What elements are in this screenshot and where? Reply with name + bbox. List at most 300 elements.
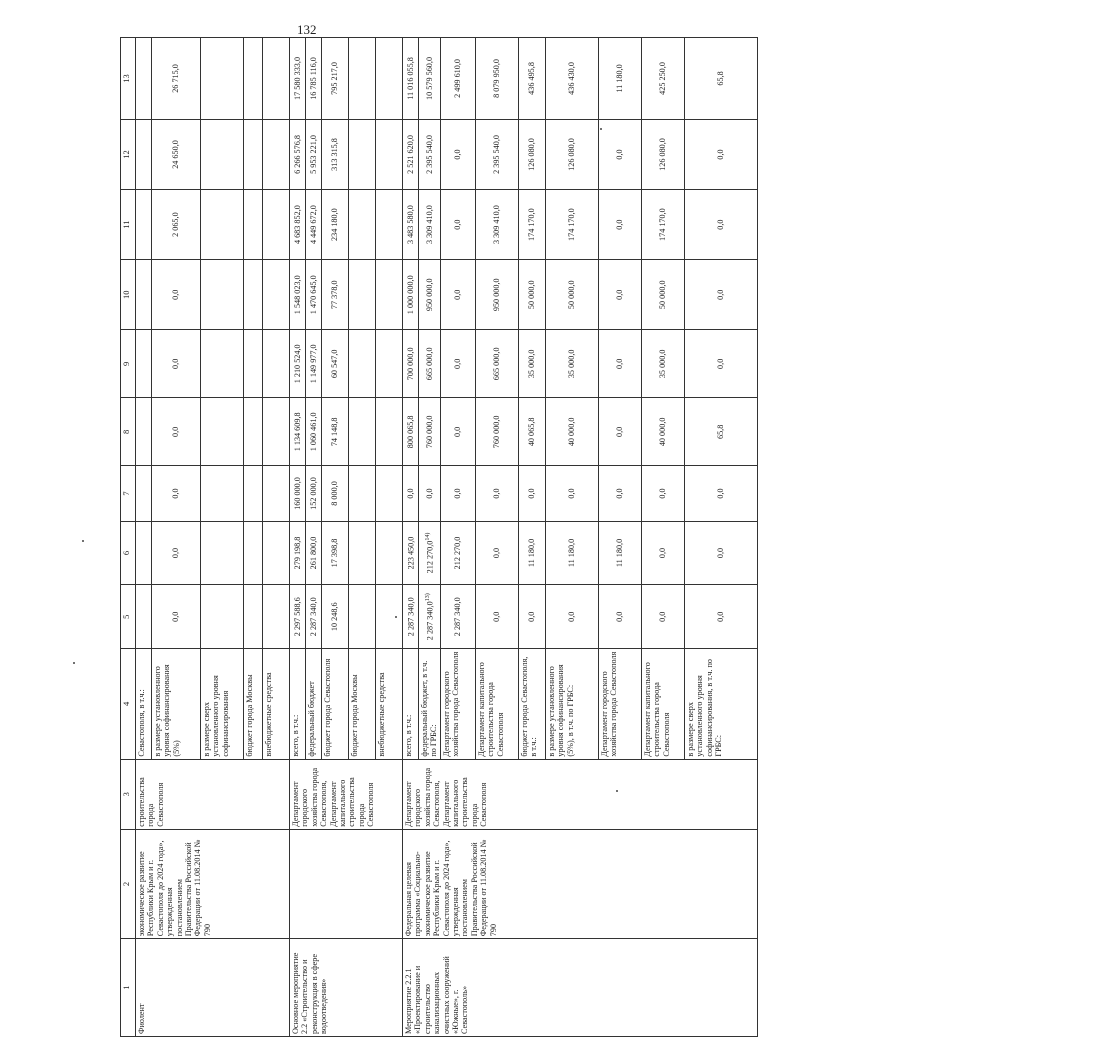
- value-cell: [641, 330, 684, 398]
- value-cell: [419, 260, 441, 330]
- value-text: 50 000,0: [527, 280, 537, 310]
- funding-source-cell: федеральный бюджет: [306, 649, 322, 760]
- funding-source-cell: всего, в т.ч.:: [290, 649, 306, 760]
- value-text: 0,0: [492, 488, 502, 499]
- value-text: 8 000,0: [330, 481, 340, 506]
- value-cell: [306, 466, 322, 521]
- header-cell: 4: [121, 649, 136, 760]
- value-text: 0,0: [615, 289, 625, 300]
- value-cell: [322, 521, 349, 585]
- value-cell: [136, 585, 152, 649]
- block2-col2-cell: Федеральная целевая программа «Социально-экономическое развитие Республики Крым и г. Севастополя до 2024 года», утвержденная постановлением Правительства Российской Федерации от 11.08.2014 № 790: [403, 829, 758, 938]
- value-text: 234 180,0: [330, 208, 340, 241]
- value-cell: [475, 119, 518, 189]
- value-cell: [403, 190, 419, 260]
- value-cell: [136, 466, 152, 521]
- value-cell: [403, 398, 419, 466]
- value-text: 174 170,0: [567, 208, 577, 241]
- value-cell: [290, 330, 306, 398]
- value-cell: [376, 119, 403, 189]
- value-cell: [244, 398, 263, 466]
- value-cell: [152, 521, 201, 585]
- header-cell: 6: [121, 521, 136, 585]
- value-cell: [403, 466, 419, 521]
- value-cell: [152, 466, 201, 521]
- value-text: 126 080,0: [567, 138, 577, 171]
- header-cell: 2: [121, 829, 136, 938]
- value-cell: [518, 119, 545, 189]
- value-text: 0,0: [453, 149, 463, 160]
- value-text: 0,0: [453, 488, 463, 499]
- value-cell: [263, 585, 290, 649]
- value-text: 0,0: [527, 611, 537, 622]
- value-text: 950 000,0: [424, 278, 434, 312]
- value-cell: [475, 521, 518, 585]
- value-cell: [244, 585, 263, 649]
- value-cell: [290, 521, 306, 585]
- value-cell: [475, 466, 518, 521]
- value-text: 24 650,0: [171, 140, 181, 169]
- value-cell: [322, 38, 349, 120]
- funding-source-cell: федеральный бюджет, в т.ч. по ГРБС:: [419, 649, 441, 760]
- value-text: 279 198,8: [292, 536, 302, 570]
- value-cell: [403, 260, 419, 330]
- value-text: 40 000,0: [658, 417, 668, 447]
- value-cell: [518, 398, 545, 466]
- value-cell: [322, 190, 349, 260]
- value-text: 2 287 340,0: [425, 601, 435, 641]
- value-text: 0,0: [492, 547, 502, 559]
- value-cell: [475, 38, 518, 120]
- block0-col3-cell: строительства города Севастополя: [136, 759, 290, 829]
- value-text: 665 000,0: [492, 347, 502, 381]
- value-text: 0,0: [453, 219, 463, 230]
- value-text: 0,0: [171, 289, 181, 300]
- value-cell: [290, 466, 306, 521]
- value-text: 700 000,0: [405, 347, 415, 381]
- value-text: 3 309 410,0: [424, 205, 434, 245]
- value-cell: [152, 38, 201, 120]
- value-text: 2 499 610,0: [453, 59, 463, 98]
- value-cell: [376, 330, 403, 398]
- value-cell: [201, 466, 244, 521]
- value-cell: [152, 398, 201, 466]
- value-cell: [263, 38, 290, 120]
- value-text: 800 065,8: [405, 415, 415, 449]
- value-text: 10 579 560,0: [424, 56, 434, 100]
- header-cell: 13: [121, 38, 136, 120]
- value-cell: [201, 119, 244, 189]
- value-text: 17 398,8: [330, 538, 340, 568]
- value-cell: [152, 330, 201, 398]
- value-cell: [598, 398, 641, 466]
- value-cell: [322, 260, 349, 330]
- value-text: 174 170,0: [658, 208, 668, 241]
- block2-col3-cell: Департамент городского хозяйства города Севастополя, Департамент капитального строительства города Севастополя: [403, 759, 758, 829]
- value-cell: [440, 38, 475, 120]
- value-text: 0,0: [658, 488, 668, 499]
- value-text: 1 548 023,0: [292, 275, 302, 315]
- value-cell: [322, 398, 349, 466]
- value-text: 2 395 540,0: [424, 135, 434, 174]
- value-text: 0,0: [453, 358, 463, 369]
- value-text: 0,0: [716, 488, 726, 499]
- value-text: 1 470 645,0: [308, 275, 318, 315]
- value-cell: [244, 190, 263, 260]
- value-text: 1 060 461,0: [308, 412, 318, 452]
- value-cell: [136, 190, 152, 260]
- value-text: 74 148,8: [330, 417, 340, 447]
- value-text: 760 000,0: [492, 415, 502, 449]
- value-cell: [201, 585, 244, 649]
- value-text: 0,0: [716, 219, 726, 230]
- value-text: 11 180,0: [527, 538, 537, 568]
- value-cell: [403, 330, 419, 398]
- value-cell: [201, 260, 244, 330]
- value-text: 0,0: [405, 488, 415, 499]
- value-text: 6 266 576,8: [292, 135, 302, 174]
- value-cell: [545, 190, 598, 260]
- value-cell: [475, 585, 518, 649]
- value-cell: [244, 466, 263, 521]
- value-cell: [403, 38, 419, 120]
- value-text: 11 180,0: [615, 538, 625, 568]
- value-cell: [684, 38, 757, 120]
- value-cell: [545, 119, 598, 189]
- header-cell: 11: [121, 190, 136, 260]
- funding-source-cell: Департамент городского хозяйства города Севастополя: [598, 649, 641, 760]
- value-text: 1 210 524,0: [292, 344, 302, 384]
- value-cell: [136, 330, 152, 398]
- block1-col1-cell: Основное мероприятие 2.2 «Строительство и реконструкция в сфере водоотведения»: [290, 939, 403, 1037]
- block1-col3-cell: Департамент городского хозяйства города Севастополя, Департамент капитального строительства города Севастополя: [290, 759, 403, 829]
- value-text: 17 580 333,0: [292, 56, 302, 100]
- header-cell: 8: [121, 398, 136, 466]
- value-text: 174 170,0: [527, 208, 537, 241]
- value-cell: [136, 398, 152, 466]
- value-cell: [349, 398, 376, 466]
- value-text: 26 715,0: [171, 64, 181, 93]
- value-text: 436 430,0: [567, 62, 577, 95]
- value-cell: [263, 260, 290, 330]
- value-cell: [201, 521, 244, 585]
- value-cell: [152, 119, 201, 189]
- value-text: 65,8: [716, 424, 726, 439]
- value-cell: [598, 38, 641, 120]
- value-cell: [306, 190, 322, 260]
- footnote-marker: 13): [424, 593, 431, 602]
- value-text: 126 080,0: [527, 138, 537, 171]
- value-text: 261 800,0: [308, 536, 318, 570]
- value-cell: [349, 466, 376, 521]
- value-cell: [641, 466, 684, 521]
- value-text: 0,0: [171, 358, 181, 369]
- value-cell: [419, 585, 441, 649]
- value-cell: [349, 190, 376, 260]
- table-row: [403, 38, 419, 1037]
- value-cell: [263, 119, 290, 189]
- value-cell: [306, 585, 322, 649]
- value-text: 0,0: [453, 289, 463, 300]
- value-cell: [263, 521, 290, 585]
- value-text: 0,0: [615, 611, 625, 622]
- funding-source-cell: Департамент капитального строительства города Севастополя: [475, 649, 518, 760]
- value-cell: [440, 190, 475, 260]
- value-cell: [306, 398, 322, 466]
- header-cell: 9: [121, 330, 136, 398]
- funding-source-cell: бюджет города Москвы: [244, 649, 263, 760]
- value-text: 11 016 055,8: [405, 57, 415, 100]
- value-text: 425 250,0: [658, 62, 668, 95]
- value-cell: [518, 38, 545, 120]
- value-cell: [349, 521, 376, 585]
- value-cell: [684, 260, 757, 330]
- value-text: 2 287 340,0: [406, 597, 416, 637]
- block2-col1-cell: Мероприятие 2.2.1 «Проектирование и строительство канализационных очистных сооружений «Южные», г. Севастополь»: [403, 939, 758, 1037]
- value-cell: [306, 521, 322, 585]
- value-cell: [641, 119, 684, 189]
- value-text: 436 495,8: [527, 62, 537, 95]
- value-cell: [545, 398, 598, 466]
- value-text: 2 065,0: [171, 212, 181, 237]
- value-cell: [244, 38, 263, 120]
- value-cell: [641, 190, 684, 260]
- value-text: 11 180,0: [567, 538, 577, 568]
- value-cell: [598, 521, 641, 585]
- value-text: 212 270,0: [453, 536, 463, 570]
- value-cell: [545, 521, 598, 585]
- value-cell: [518, 330, 545, 398]
- value-text: 0,0: [716, 358, 726, 369]
- value-cell: [290, 585, 306, 649]
- funding-source-cell: внебюджетные средства: [376, 649, 403, 760]
- value-cell: [306, 119, 322, 189]
- value-cell: [244, 521, 263, 585]
- value-cell: [598, 585, 641, 649]
- value-text: 40 000,0: [567, 417, 577, 447]
- value-cell: [440, 119, 475, 189]
- value-cell: [263, 398, 290, 466]
- scan-speck: [395, 616, 397, 618]
- value-cell: [403, 585, 419, 649]
- value-cell: [545, 38, 598, 120]
- value-text: 0,0: [716, 149, 726, 160]
- value-text: 50 000,0: [658, 280, 668, 310]
- value-text: 160 000,0: [292, 477, 302, 510]
- value-text: 0,0: [453, 426, 463, 437]
- value-text: 0,0: [567, 611, 577, 622]
- budget-table: [120, 37, 758, 1037]
- value-text: 40 065,8: [527, 417, 537, 447]
- value-cell: [440, 260, 475, 330]
- value-cell: [545, 466, 598, 521]
- funding-source-cell: в размере сверх установленного уровня софинансирования, в т.ч. по ГРБС:: [684, 649, 757, 760]
- value-text: 50 000,0: [567, 280, 577, 310]
- block0-col2-cell: экономическое развитие Республики Крым и г. Севастополя до 2024 года», утвержденная постановлением Правительства Российской Федерации от 11.08.2014 № 790: [136, 829, 290, 938]
- value-cell: [518, 466, 545, 521]
- value-cell: [419, 330, 441, 398]
- scan-speck: [82, 540, 84, 542]
- value-cell: [545, 330, 598, 398]
- value-text: 35 000,0: [527, 349, 537, 379]
- funding-source-cell: бюджет города Севастополя: [322, 649, 349, 760]
- value-text: 35 000,0: [567, 349, 577, 379]
- value-cell: [322, 119, 349, 189]
- header-cell: 7: [121, 466, 136, 521]
- value-cell: [403, 521, 419, 585]
- value-text: 313 315,8: [330, 138, 340, 171]
- value-cell: [244, 119, 263, 189]
- table-row: [136, 38, 152, 1037]
- funding-source-cell: бюджет города Севастополя, в т.ч.:: [518, 649, 545, 760]
- value-cell: [684, 398, 757, 466]
- value-text: 223 450,0: [406, 536, 416, 570]
- value-cell: [641, 521, 684, 585]
- value-text: 126 080,0: [658, 138, 668, 171]
- value-cell: [598, 190, 641, 260]
- value-cell: [518, 585, 545, 649]
- value-cell: [376, 260, 403, 330]
- value-cell: [244, 260, 263, 330]
- value-text: 0,0: [716, 289, 726, 300]
- value-text: 0,0: [615, 488, 625, 499]
- value-text: 1 149 977,0: [308, 344, 318, 384]
- value-cell: [201, 38, 244, 120]
- value-cell: [136, 119, 152, 189]
- value-text: 0,0: [615, 426, 625, 437]
- value-cell: [419, 190, 441, 260]
- value-cell: [322, 585, 349, 649]
- value-text: 4 449 672,0: [308, 205, 318, 245]
- value-cell: [322, 466, 349, 521]
- value-text: 0,0: [171, 426, 181, 437]
- value-text: 152 000,0: [308, 477, 318, 510]
- value-cell: [684, 585, 757, 649]
- value-cell: [440, 398, 475, 466]
- funding-source-cell: в размере сверх установленного уровня софинансирования: [201, 649, 244, 760]
- value-cell: [290, 260, 306, 330]
- value-cell: [263, 466, 290, 521]
- header-row: [121, 38, 136, 1037]
- value-text: 795 217,0: [330, 62, 340, 95]
- value-text: 0,0: [171, 611, 181, 622]
- value-cell: [349, 260, 376, 330]
- value-cell: [152, 585, 201, 649]
- value-cell: [376, 521, 403, 585]
- value-cell: [201, 398, 244, 466]
- value-cell: [475, 330, 518, 398]
- value-text: 0,0: [171, 488, 181, 499]
- value-cell: [376, 398, 403, 466]
- value-cell: [419, 521, 441, 585]
- value-cell: [244, 330, 263, 398]
- value-cell: [545, 260, 598, 330]
- scan-speck: [616, 790, 618, 792]
- value-text: 1 000 000,0: [405, 275, 415, 315]
- funding-source-cell: Департамент капитального строительства города Севастополя: [641, 649, 684, 760]
- value-cell: [598, 330, 641, 398]
- value-text: 4 683 852,0: [292, 205, 302, 245]
- value-text: 0,0: [716, 611, 726, 622]
- value-cell: [201, 190, 244, 260]
- value-cell: [684, 119, 757, 189]
- value-cell: [349, 330, 376, 398]
- value-cell: [349, 585, 376, 649]
- value-cell: [641, 38, 684, 120]
- value-cell: [598, 466, 641, 521]
- value-cell: [641, 398, 684, 466]
- header-cell: 1: [121, 939, 136, 1037]
- table-row: [290, 38, 306, 1037]
- value-text: 0,0: [424, 488, 434, 499]
- scan-speck: [73, 662, 75, 664]
- value-cell: [518, 190, 545, 260]
- value-cell: [475, 190, 518, 260]
- value-cell: [419, 119, 441, 189]
- value-cell: [440, 330, 475, 398]
- value-text: 0,0: [615, 358, 625, 369]
- value-text: 0,0: [171, 547, 181, 559]
- value-text: 0,0: [567, 488, 577, 499]
- value-cell: [306, 38, 322, 120]
- value-cell: [403, 119, 419, 189]
- footnote-marker: 14): [424, 532, 431, 541]
- header-cell: 12: [121, 119, 136, 189]
- scan-speck: [600, 128, 602, 130]
- header-cell: 3: [121, 759, 136, 829]
- block0-col1-cell: Фиолент: [136, 939, 290, 1037]
- value-cell: [518, 260, 545, 330]
- value-text: 0,0: [716, 547, 726, 559]
- value-text: 8 079 950,0: [492, 59, 502, 98]
- value-cell: [306, 260, 322, 330]
- page-number: 132: [297, 22, 317, 37]
- value-cell: [322, 330, 349, 398]
- value-cell: [598, 260, 641, 330]
- value-cell: [349, 38, 376, 120]
- funding-source-cell: бюджет города Москвы: [349, 649, 376, 760]
- funding-source-cell: Севастополя, в т.ч.:: [136, 649, 152, 760]
- value-text: 0,0: [658, 611, 668, 622]
- value-cell: [201, 330, 244, 398]
- funding-source-cell: в размере установленного уровня софинансирования (5%), в т.ч. по ГРБС:: [545, 649, 598, 760]
- value-cell: [684, 466, 757, 521]
- value-cell: [440, 466, 475, 521]
- value-text: 11 180,0: [615, 64, 625, 93]
- value-cell: [376, 190, 403, 260]
- value-cell: [376, 466, 403, 521]
- header-cell: 10: [121, 260, 136, 330]
- value-text: 0,0: [615, 149, 625, 160]
- value-cell: [518, 521, 545, 585]
- header-cell: 5: [121, 585, 136, 649]
- value-text: 1 134 609,8: [292, 412, 302, 452]
- value-text: 2 287 340,0: [308, 597, 318, 637]
- value-text: 3 309 410,0: [492, 205, 502, 245]
- value-text: 65,8: [716, 71, 726, 86]
- value-cell: [306, 330, 322, 398]
- funding-source-cell: внебюджетные средства: [263, 649, 290, 760]
- value-text: 0,0: [492, 611, 502, 622]
- value-cell: [598, 119, 641, 189]
- value-text: 2 287 340,0: [453, 597, 463, 637]
- value-text: 0,0: [658, 547, 668, 559]
- funding-source-cell: в размере установленного уровня софинансирования (5%): [152, 649, 201, 760]
- value-cell: [136, 521, 152, 585]
- value-cell: [641, 585, 684, 649]
- value-cell: [290, 190, 306, 260]
- value-cell: [263, 190, 290, 260]
